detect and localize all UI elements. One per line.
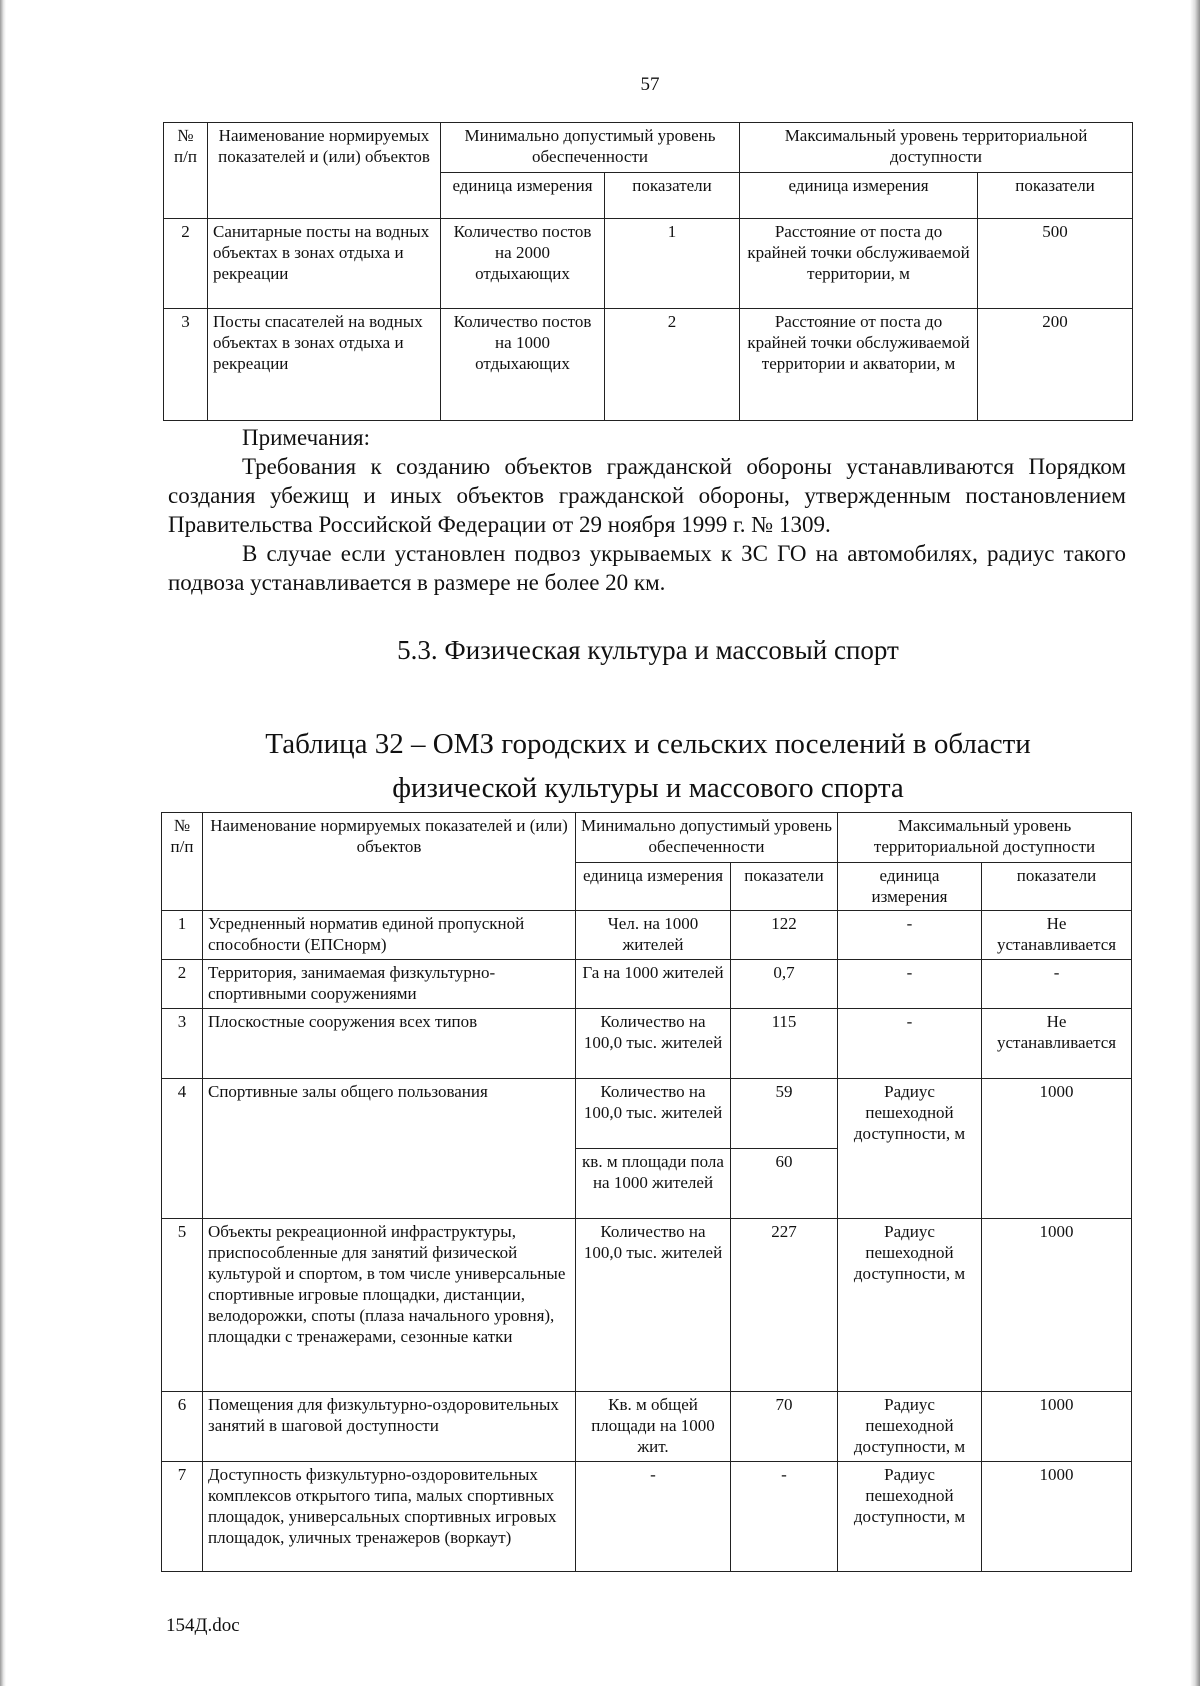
row-min-unit: Количество постов на 2000 отдыхающих xyxy=(441,219,605,309)
row-max-value: Не устанавливается xyxy=(982,1009,1132,1079)
row-max-unit: - xyxy=(838,1009,982,1079)
row-min-value: 2 xyxy=(605,309,740,421)
row-num: 3 xyxy=(164,309,208,421)
caption-line: Таблица 32 – ОМЗ городских и сельских поселений в области xyxy=(265,728,1031,760)
header-name: Наименование нормируемых показателей и (или) объектов xyxy=(203,813,576,911)
row-max-value: 500 xyxy=(978,219,1133,309)
sports-norms-table xyxy=(161,812,1132,1572)
row-min-unit: Га на 1000 жителей xyxy=(576,960,731,1009)
notes-paragraph: В случае если установлен подвоз укрываемых к ЗС ГО на автомобилях, радиус такого подвоза устанавливается в размере не более 20 км. xyxy=(168,541,1126,595)
table-row xyxy=(162,1219,1132,1392)
row-num: 6 xyxy=(162,1392,203,1462)
row-num: 5 xyxy=(162,1219,203,1392)
row-min-value: 59 xyxy=(731,1079,838,1149)
footer-filename: 154Д.doc xyxy=(166,1615,240,1636)
row-name: Доступность физкультурно-оздоровительных комплексов открытого типа, малых спортивных площадок, универсальных спортивных игровых площадок, уличных тренажеров (воркаут) xyxy=(203,1462,576,1572)
caption-line: физической культуры и массового спорта xyxy=(392,772,904,804)
table-row xyxy=(162,1392,1132,1462)
header-max-group: Максимальный уровень территориальной доступности xyxy=(838,813,1132,863)
table-row xyxy=(162,960,1132,1009)
header-min-value: показатели xyxy=(605,173,740,219)
header-min-group: Минимально допустимый уровень обеспеченности xyxy=(441,123,740,173)
row-max-value: 1000 xyxy=(982,1219,1132,1392)
header-max-unit: единица измерения xyxy=(740,173,978,219)
section-title: 5.3. Физическая культура и массовый спорт xyxy=(397,635,899,665)
row-max-unit: Радиус пешеходной доступности, м xyxy=(838,1219,982,1392)
row-num: 3 xyxy=(162,1009,203,1079)
header-num: № п/п xyxy=(164,123,208,219)
header-min-group: Минимально допустимый уровень обеспеченности xyxy=(576,813,838,863)
row-min-unit: Количество на 100,0 тыс. жителей xyxy=(576,1079,731,1149)
row-min-value: 60 xyxy=(731,1149,838,1219)
row-max-value: - xyxy=(982,960,1132,1009)
row-min-value: 1 xyxy=(605,219,740,309)
table-row xyxy=(162,911,1132,960)
notes-block xyxy=(168,423,1126,597)
row-max-unit: Радиус пешеходной доступности, м xyxy=(838,1079,982,1219)
civil-defense-table xyxy=(163,122,1133,421)
row-max-unit: Радиус пешеходной доступности, м xyxy=(838,1462,982,1572)
row-num: 2 xyxy=(162,960,203,1009)
header-min-value: показатели xyxy=(731,863,838,911)
row-max-value: 200 xyxy=(978,309,1133,421)
row-name: Плоскостные сооружения всех типов xyxy=(203,1009,576,1079)
header-max-value: показатели xyxy=(982,863,1132,911)
row-num: 7 xyxy=(162,1462,203,1572)
row-max-unit: - xyxy=(838,911,982,960)
row-name: Объекты рекреационной инфраструктуры, приспособленные для занятий физической культурой и спортом, в том числе универсальные спортивные игровые площадки, дистанции, велодорожки, споты (плаза начального уровня), площадки с тренажерами, сезонные катки xyxy=(203,1219,576,1392)
row-min-unit: Кв. м общей площади на 1000 жит. xyxy=(576,1392,731,1462)
row-max-unit: Расстояние от поста до крайней точки обслуживаемой территории, м xyxy=(740,219,978,309)
table-row xyxy=(164,219,1133,309)
row-name: Санитарные посты на водных объектах в зонах отдыха и рекреации xyxy=(208,219,441,309)
row-num: 2 xyxy=(164,219,208,309)
header-num: № п/п xyxy=(162,813,203,911)
scan-edge-left xyxy=(0,0,6,1686)
row-num: 1 xyxy=(162,911,203,960)
row-max-value: 1000 xyxy=(982,1392,1132,1462)
row-name: Усредненный норматив единой пропускной способности (ЕПСнорм) xyxy=(203,911,576,960)
row-max-unit: - xyxy=(838,960,982,1009)
header-name: Наименование нормируемых показателей и (или) объектов xyxy=(208,123,441,219)
row-min-unit: Чел. на 1000 жителей xyxy=(576,911,731,960)
row-min-value: 122 xyxy=(731,911,838,960)
row-min-value: 227 xyxy=(731,1219,838,1392)
table-row xyxy=(162,1462,1132,1572)
row-min-value: 0,7 xyxy=(731,960,838,1009)
table-row xyxy=(162,1009,1132,1079)
scan-edge-right xyxy=(1190,0,1200,1686)
row-num: 4 xyxy=(162,1079,203,1219)
page-number: 57 xyxy=(640,74,660,95)
row-min-unit: Количество постов на 1000 отдыхающих xyxy=(441,309,605,421)
table-row xyxy=(162,1079,1132,1149)
row-max-unit: Радиус пешеходной доступности, м xyxy=(838,1392,982,1462)
notes-title: Примечания: xyxy=(242,425,370,450)
row-min-unit: кв. м площади пола на 1000 жителей xyxy=(576,1149,731,1219)
row-min-value: - xyxy=(731,1462,838,1572)
row-name: Спортивные залы общего пользования xyxy=(203,1079,576,1219)
row-max-value: 1000 xyxy=(982,1462,1132,1572)
notes-paragraph: Требования к созданию объектов гражданской обороны устанавливаются Порядком создания убежищ и иных объектов гражданской обороны, утвержденным постановлением Правительства Российской Федерации от 29 ноября 1999 г. № 1309. xyxy=(168,454,1126,537)
row-min-value: 115 xyxy=(731,1009,838,1079)
row-min-unit: Количество на 100,0 тыс. жителей xyxy=(576,1219,731,1392)
header-max-unit: единица измерения xyxy=(838,863,982,911)
row-max-value: 1000 xyxy=(982,1079,1132,1219)
row-name: Посты спасателей на водных объектах в зонах отдыха и рекреации xyxy=(208,309,441,421)
row-max-unit: Расстояние от поста до крайней точки обслуживаемой территории и акватории, м xyxy=(740,309,978,421)
row-min-unit: - xyxy=(576,1462,731,1572)
header-max-group: Максимальный уровень территориальной доступности xyxy=(740,123,1133,173)
header-max-value: показатели xyxy=(978,173,1133,219)
table-caption xyxy=(170,722,1126,810)
row-min-unit: Количество на 100,0 тыс. жителей xyxy=(576,1009,731,1079)
row-min-value: 70 xyxy=(731,1392,838,1462)
row-name: Территория, занимаемая физкультурно-спортивными сооружениями xyxy=(203,960,576,1009)
header-min-unit: единица измерения xyxy=(441,173,605,219)
row-name: Помещения для физкультурно-оздоровительных занятий в шаговой доступности xyxy=(203,1392,576,1462)
row-max-value: Не устанавливается xyxy=(982,911,1132,960)
header-min-unit: единица измерения xyxy=(576,863,731,911)
table-row xyxy=(164,309,1133,421)
